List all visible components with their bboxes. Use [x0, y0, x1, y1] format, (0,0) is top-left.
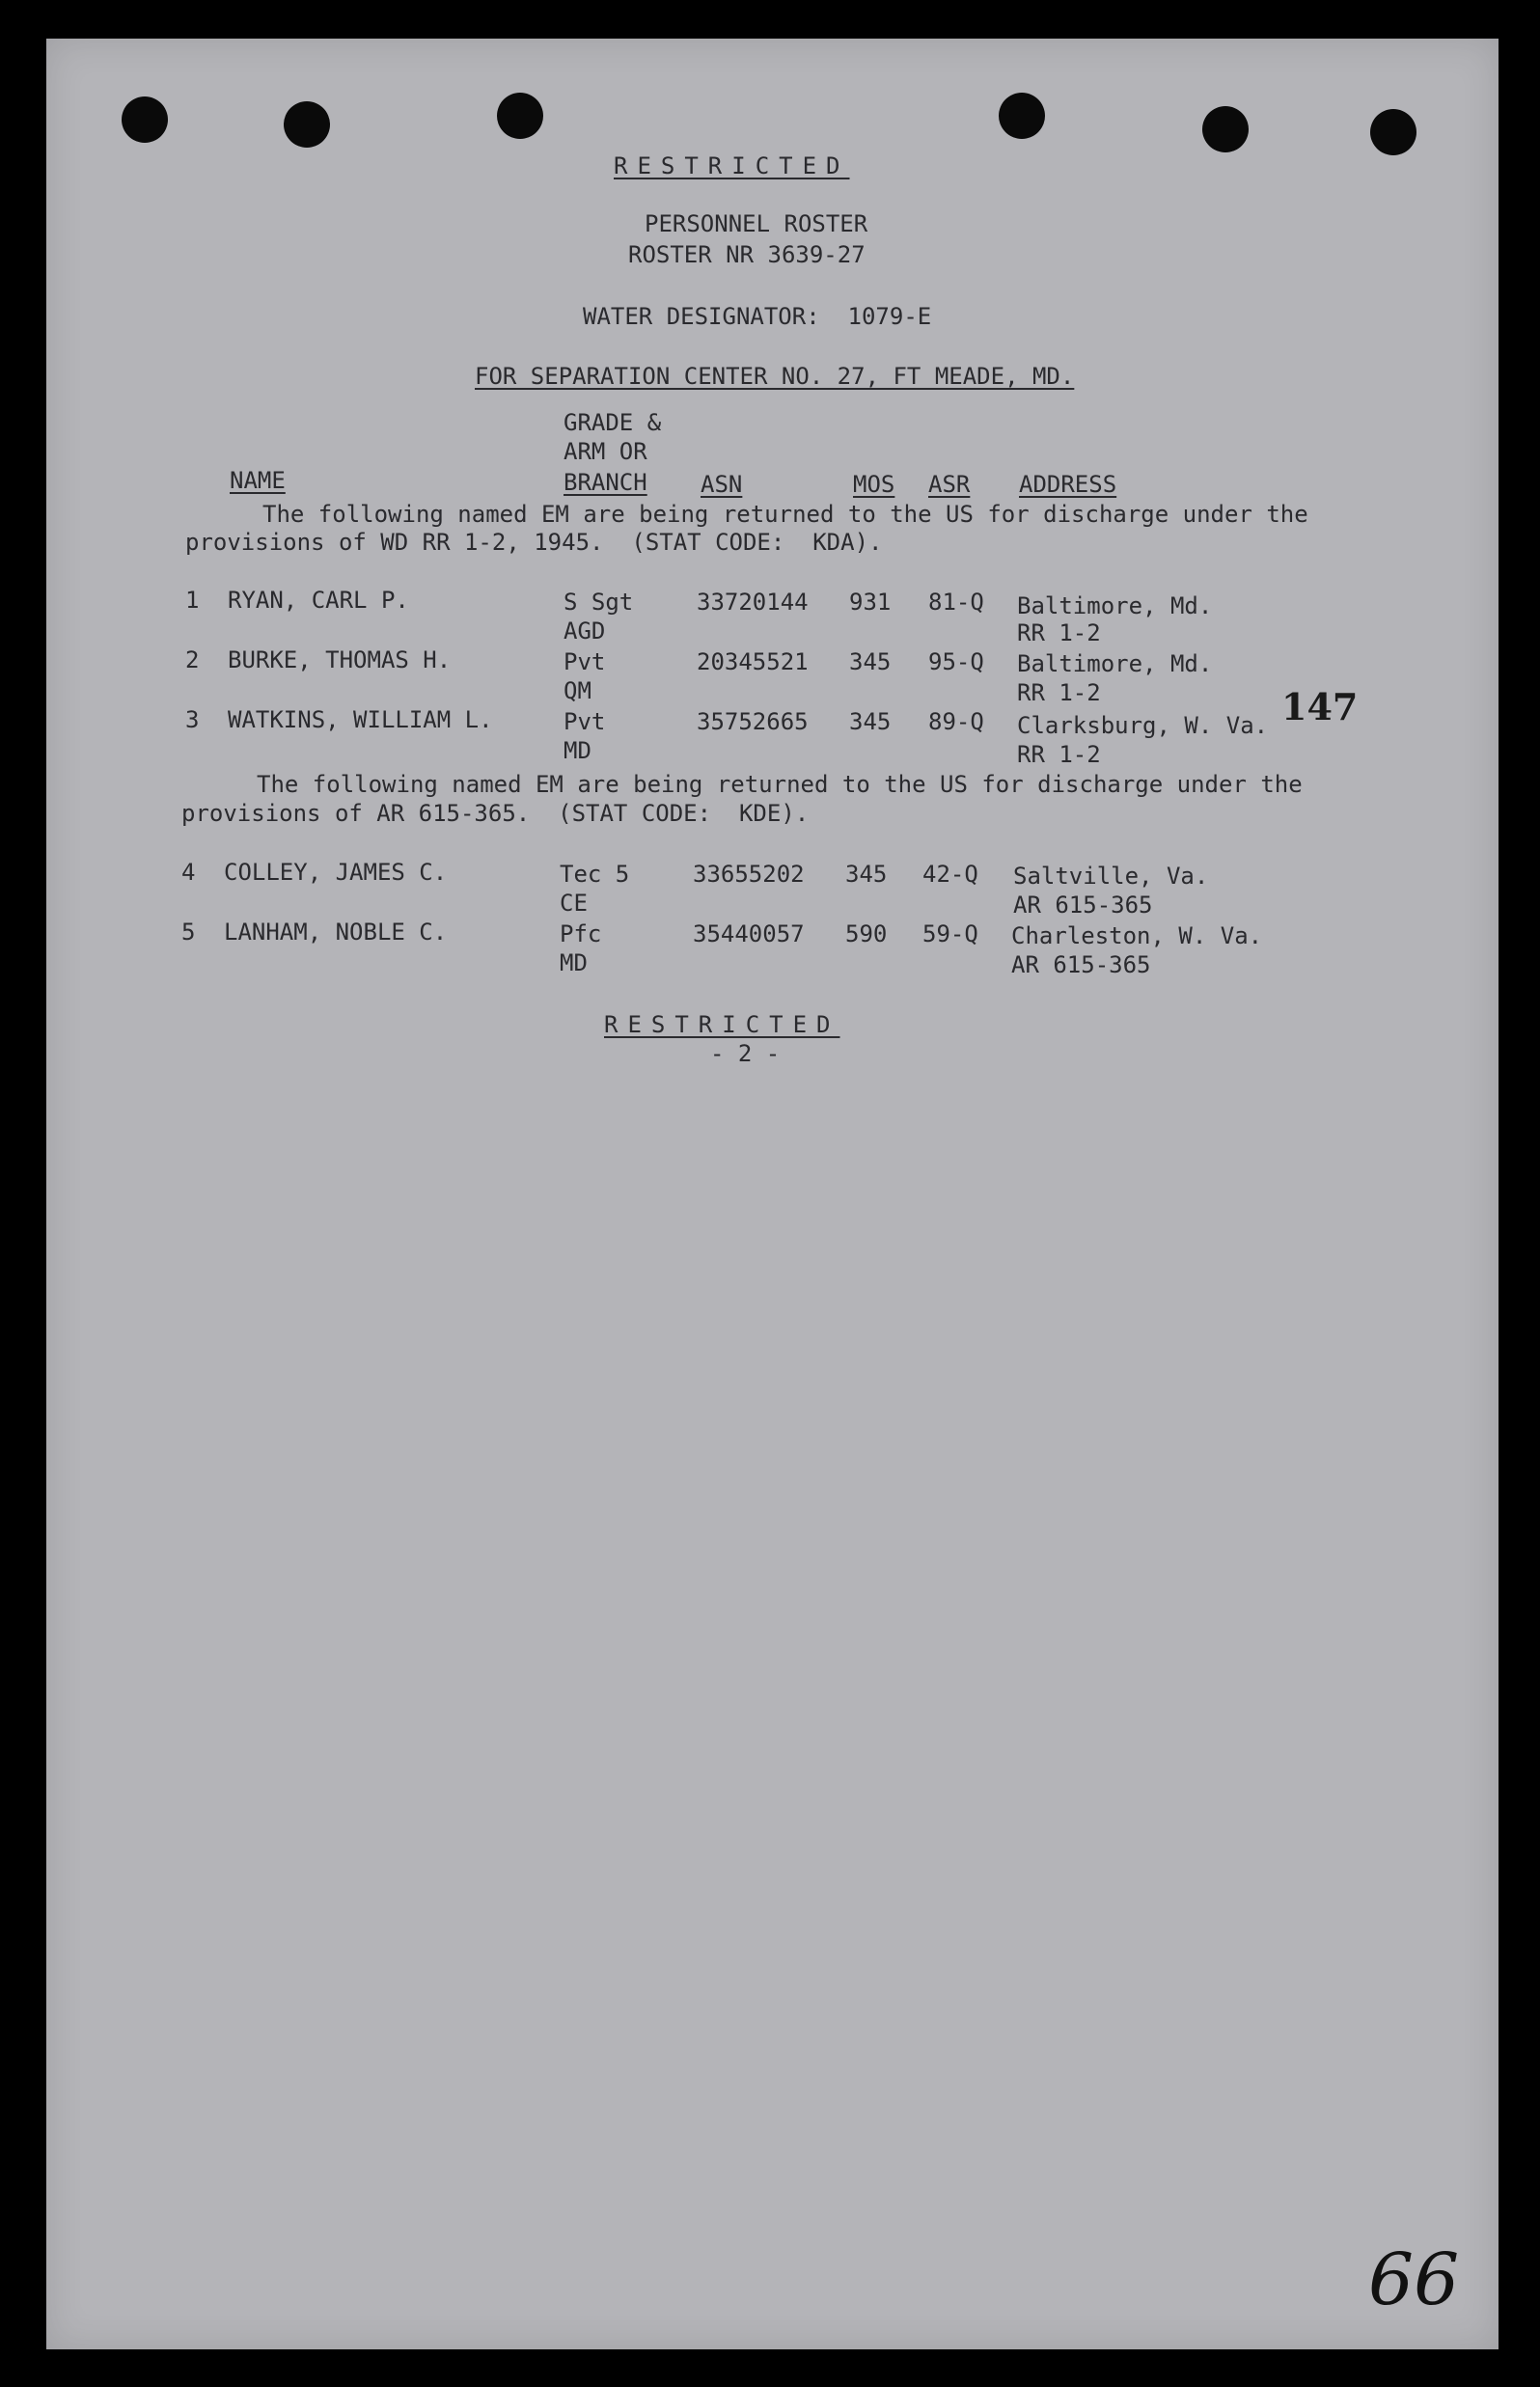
roster-number: ROSTER NR 3639-27: [628, 241, 866, 268]
row-asr: 89-Q: [928, 708, 984, 735]
row-asn: 35752665: [697, 708, 809, 735]
restricted-footer: RESTRICTED: [604, 1011, 840, 1038]
page-number: - 2 -: [710, 1040, 781, 1067]
row-asr: 42-Q: [922, 861, 978, 888]
row-authority: RR 1-2: [1017, 741, 1101, 768]
row-asr: 81-Q: [928, 589, 984, 616]
col-grade-line2: ARM OR: [564, 438, 647, 465]
row-branch: MD: [564, 737, 591, 764]
row-branch: QM: [564, 677, 591, 704]
destination-line: FOR SEPARATION CENTER NO. 27, FT MEADE, MD.: [475, 363, 1075, 390]
row-mos: 590: [845, 920, 888, 947]
row-asn: 33655202: [693, 861, 805, 888]
handwritten-page-number: 66: [1368, 2238, 1460, 2321]
restricted-header: RESTRICTED: [614, 152, 850, 179]
group2-intro-line1: The following named EM are being returned to the US for discharge under the: [257, 771, 1303, 798]
row-number: 3: [185, 706, 200, 733]
group1-intro-line2: provisions of WD RR 1-2, 1945. (STAT CODE: KDA).: [185, 529, 883, 556]
group2-intro-line2: provisions of AR 615-365. (STAT CODE: KDE).: [181, 800, 810, 827]
row-address: Saltville, Va.: [1013, 863, 1209, 890]
row-authority: RR 1-2: [1017, 619, 1101, 646]
row-name: LANHAM, NOBLE C.: [224, 919, 448, 946]
group1-intro-line1: The following named EM are being returned to the US for discharge under the: [262, 501, 1308, 528]
col-grade-line3: BRANCH: [564, 469, 647, 496]
row-address: Charleston, W. Va.: [1011, 922, 1263, 949]
row-asn: 20345521: [697, 648, 809, 675]
row-name: BURKE, THOMAS H.: [228, 646, 452, 673]
col-grade-line1: GRADE &: [564, 409, 662, 436]
row-grade: Pvt: [564, 648, 606, 675]
row-address: Baltimore, Md.: [1017, 650, 1213, 677]
row-asn: 35440057: [693, 920, 805, 947]
row-number: 2: [185, 646, 200, 673]
row-name: WATKINS, WILLIAM L.: [228, 706, 493, 733]
row-grade: Tec 5: [560, 861, 630, 888]
row-asn: 33720144: [697, 589, 809, 616]
col-asn: ASN: [701, 471, 743, 498]
col-asr: ASR: [928, 471, 971, 498]
row-branch: MD: [560, 949, 588, 976]
row-name: RYAN, CARL P.: [228, 587, 409, 614]
row-address: Clarksburg, W. Va.: [1017, 712, 1269, 739]
row-number: 1: [185, 587, 200, 614]
punch-hole: [284, 101, 330, 148]
row-grade: Pfc: [560, 920, 602, 947]
document-page: [46, 39, 1499, 2349]
row-number: 4: [181, 859, 196, 886]
col-address: ADDRESS: [1019, 471, 1117, 498]
row-mos: 345: [849, 708, 892, 735]
row-number: 5: [181, 919, 196, 946]
row-mos: 931: [849, 589, 892, 616]
punch-hole: [999, 93, 1045, 139]
row-mos: 345: [845, 861, 888, 888]
row-branch: AGD: [564, 617, 606, 645]
punch-hole: [1202, 106, 1249, 152]
row-asr: 59-Q: [922, 920, 978, 947]
roster-title: PERSONNEL ROSTER: [645, 210, 868, 237]
punch-hole: [122, 96, 168, 143]
water-designator: WATER DESIGNATOR: 1079-E: [583, 303, 932, 330]
row-address: Baltimore, Md.: [1017, 592, 1213, 619]
row-grade: S Sgt: [564, 589, 634, 616]
row-asr: 95-Q: [928, 648, 984, 675]
row-authority: AR 615-365: [1013, 892, 1153, 919]
row-authority: RR 1-2: [1017, 679, 1101, 706]
row-authority: AR 615-365: [1011, 951, 1151, 978]
row-name: COLLEY, JAMES C.: [224, 859, 448, 886]
punch-hole: [497, 93, 543, 139]
row-mos: 345: [849, 648, 892, 675]
punch-hole: [1370, 109, 1416, 155]
col-name: NAME: [230, 467, 286, 494]
col-mos: MOS: [853, 471, 895, 498]
row-grade: Pvt: [564, 708, 606, 735]
row-branch: CE: [560, 890, 588, 917]
stamped-number: 147: [1281, 685, 1359, 728]
